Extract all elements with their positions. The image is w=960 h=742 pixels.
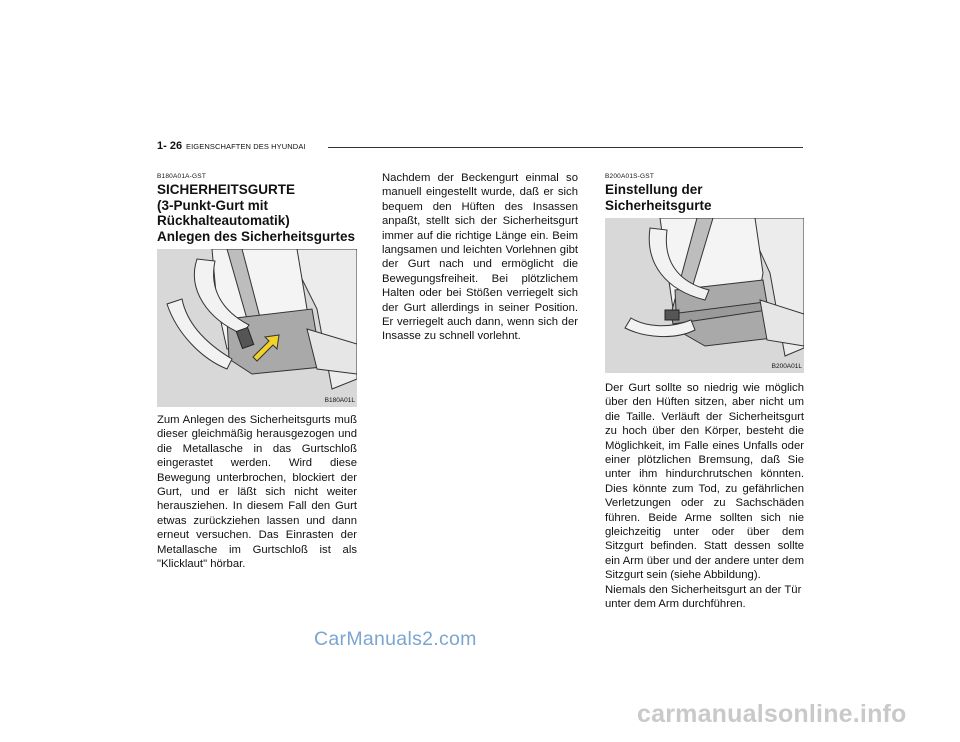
seatbelt-buckle-drawing — [157, 249, 357, 407]
watermark-carmanualsonline[interactable]: carmanualsonline.info — [637, 700, 907, 728]
chapter-title: EIGENSCHAFTEN DES HYUNDAI — [186, 142, 306, 151]
body-paragraph: Nachdem der Beckengurt einmal so manuell eingestellt wurde, daß er sich bequem den Hüften des Insassen anpaßt, stellt sich der Sicherheitsgurt immer auf die richtige Länge ein. Beim langsamen und leichten Vorlehnen gibt der Gurt nach und ermöglicht die Bewegungsfreiheit. Bei plötzlichem Halten oder bei Stößen verriegelt sich der Gurt allerdings in seiner Position. Er verriegelt auch dann, wenn sich der Insasse zu schnell vorlehnt. — [382, 172, 578, 343]
body-paragraph-2: Niemals den Sicherheitsgurt an der Tür unter dem Arm durchführen. — [605, 583, 802, 611]
header-rule — [328, 147, 803, 148]
column-middle — [382, 171, 578, 344]
seatbelt-adjustment-illustration — [605, 218, 804, 373]
body-paragraph: Der Gurt sollte so niedrig wie möglich über den Hüften sitzen, aber nicht um die Taille. Verläuft der Sicherheitsgurt zu hoch über den Körper, besteht die Möglichkeit, im Falle eines Unfalls oder einer plötzlichen Bremsung, daß Sie unter ihm hindurchrutschen könnten. Dies könnte zum Tod, zu gefährlichen Verletzungen oder zu Sachschäden führen. Beide Arme sollten sich nie gleichzeitig unter oder über dem Sitzgurt befinden. Statt dessen sollte ein Arm über und der andere unter dem Sitzgurt sein (siehe Abbildung). — [605, 382, 804, 582]
seatbelt-adjust-drawing — [605, 218, 804, 373]
seatbelt-fastening-illustration — [157, 249, 357, 407]
section-code: B200A01S-GST — [605, 173, 655, 180]
body-paragraph: Zum Anlegen des Sicherheitsgurts muß dieser gleichmäßig herausgezogen und die Metallasche in das Gurtschloß eingerastet werden. Wird diese Bewegung unterbrochen, blockiert der Gurt, und er läßt sich nicht weiter herausziehen. In diesem Fall den Gurt etwas zurückziehen lassen und dann erneut versuchen. Das Einrasten der Metallasche im Gurtschloß ist als "Klicklaut" hörbar. — [157, 414, 357, 571]
watermark-carmanuals2[interactable]: CarManuals2.com — [314, 628, 477, 650]
figure-code: B180A01L — [324, 397, 355, 404]
section-subtitle: Einstellung der Sicherheitsgurte — [605, 182, 712, 213]
page-header — [157, 140, 803, 156]
section-code: B180A01A-GST — [157, 173, 207, 180]
section-title-line-2: Rückhalteautomatik) — [157, 213, 290, 228]
column-right — [605, 173, 804, 612]
figure-code: B200A01L — [771, 363, 802, 370]
column-left — [157, 173, 357, 571]
page-number: 1- 26 — [157, 140, 183, 152]
section-title-line-1: (3-Punkt-Gurt mit — [157, 197, 268, 213]
section-subtitle: Anlegen des Sicherheitsgurtes — [157, 228, 356, 244]
section-title: SICHERHEITSGURTE — [157, 182, 296, 197]
